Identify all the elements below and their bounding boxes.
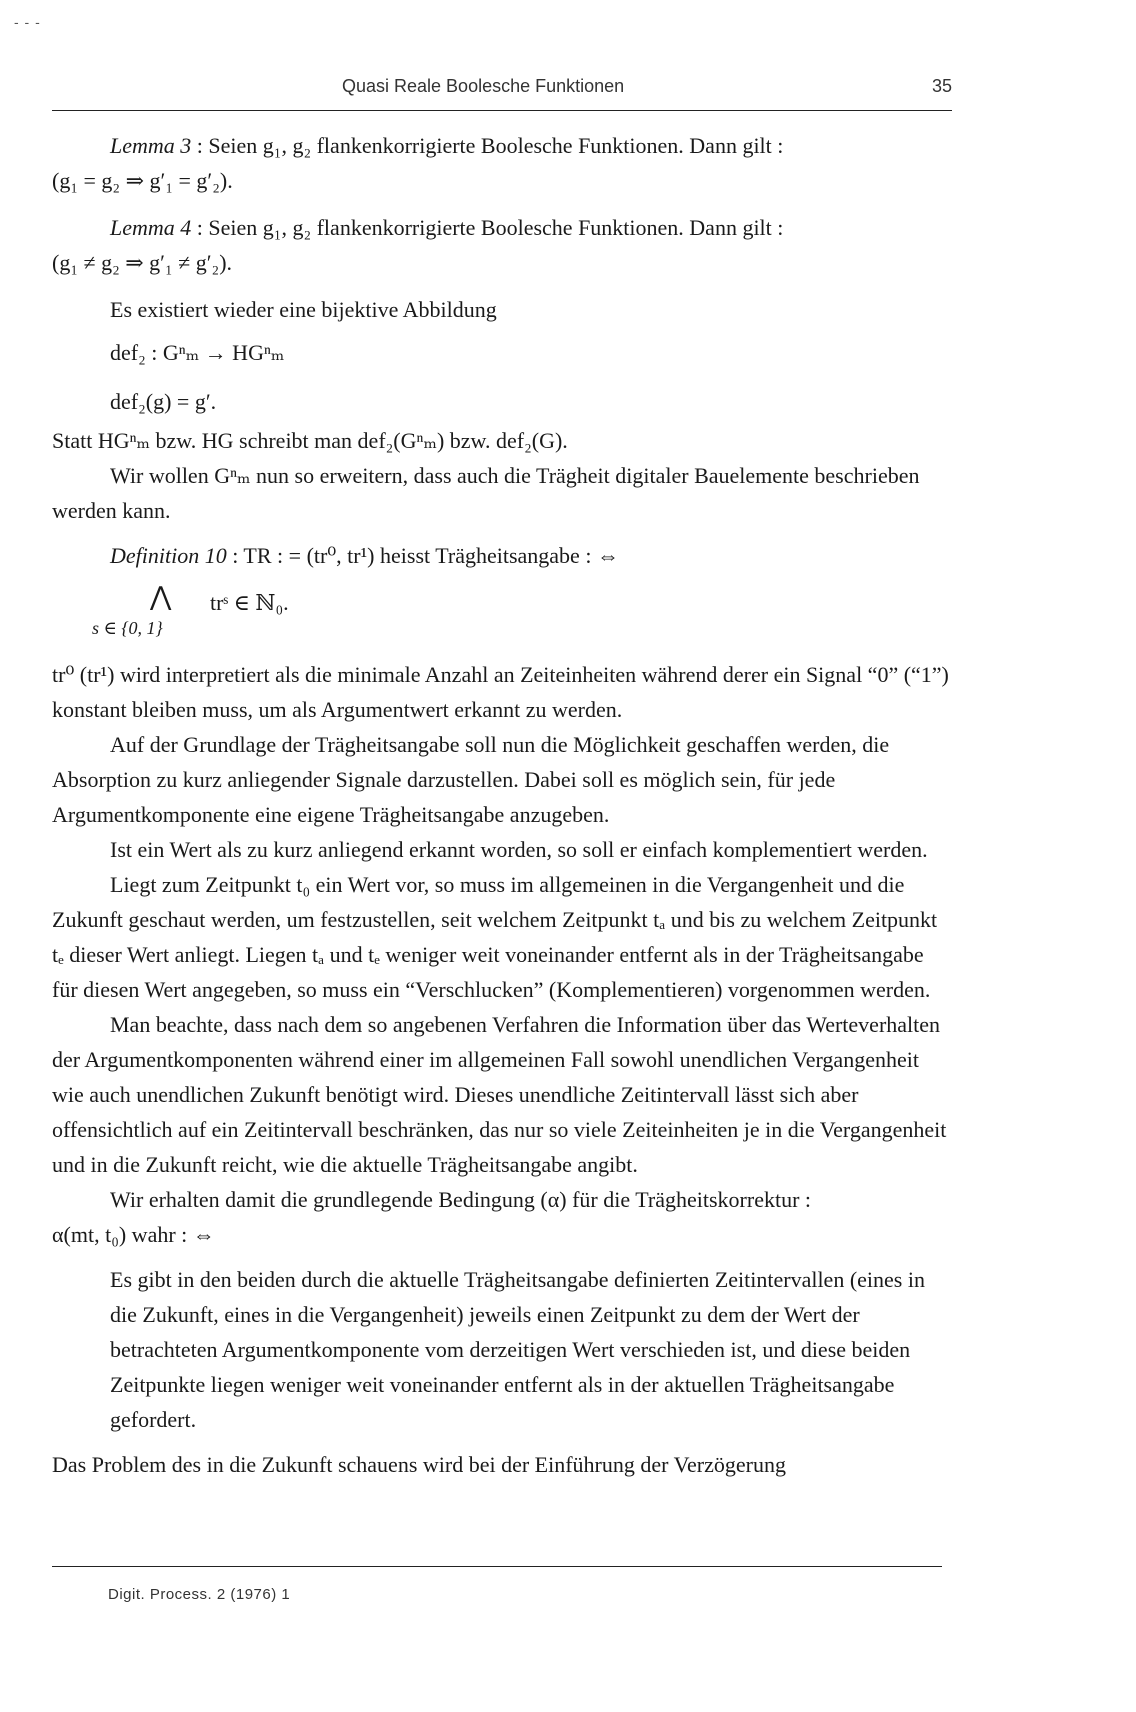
paragraph-wir: Wir wollen Gⁿₘ nun so erweitern, dass auch die Trägheit digitaler Bauelemente beschrieben werden kann.	[52, 463, 920, 523]
lemma-4-text: : Seien g₁, g₂ flankenkorrigierte Boolesche Funktionen. Dann gilt :	[191, 215, 784, 240]
bijection-intro: Es existiert wieder eine bijektive Abbildung	[110, 297, 497, 322]
quantifier-expression: trˢ ∈ ℕ₀.	[210, 590, 289, 615]
paragraph-tr: tr⁰ (tr¹) wird interpretiert als die minimale Anzahl an Zeiteinheiten während derer ein Signal “0” (“1”) konstant bleiben muss, um als Argumentwert erkannt zu werden.	[52, 662, 949, 722]
alpha-line: α(mt, t₀) wahr : ⇔	[52, 1222, 215, 1247]
paragraph-bedingung: Wir erhalten damit die grundlegende Bedingung (α) für die Trägheitskorrektur :	[110, 1187, 812, 1212]
running-title: Quasi Reale Boolesche Funktionen	[342, 76, 625, 96]
footer-rule	[52, 1566, 942, 1567]
journal-footer: Digit. Process. 2 (1976) 1	[108, 1586, 291, 1603]
lemma-3-text: : Seien g₁, g₂ flankenkorrigierte Boolesche Funktionen. Dann gilt :	[191, 133, 784, 158]
running-header	[52, 76, 952, 106]
lemma-3	[52, 128, 952, 163]
lemma-4-formula: (g₁ ≠ g₂ ⇒ g′₁ ≠ g′₂).	[52, 250, 233, 275]
quantifier-formula	[52, 579, 952, 651]
paragraph-beachte: Man beachte, dass nach dem so angebenen Verfahren die Information über das Werteverhalten der Argumentkomponenten während einer im allgemeinen Fall sowohl unendlichen Vergangenheit wie auch unendlichen Zukunft benötigt wird. Dieses unendliche Zeitintervall lässt sich aber offensichtlich auf ein Zeitintervall beschränken, das nur so viele Zeiteinheiten je in die Vergangenheit und in die Zukunft reicht, wie die aktuelle Trägheitsangabe angibt.	[52, 1012, 947, 1177]
paragraph-kurz: Ist ein Wert als zu kurz anliegend erkannt worden, so soll er einfach komplementiert werden.	[110, 837, 928, 862]
condition-block: Es gibt in den beiden durch die aktuelle Trägheitsangabe definierten Zeitintervallen (eines in die Zukunft, eines in die Vergangenheit) jeweils einen Zeitpunkt zu dem der Wert der betrachteten Argumentkomponente vom derzeitigen Wert verschieden ist, und diese beiden Zeitpunkte liegen weniger weit voneinander entfernt als in der aktuellen Trägheitsangabe gefordert.	[110, 1267, 925, 1432]
definition-10-label: Definition 10	[110, 543, 227, 568]
paragraph-grundlage: Auf der Grundlage der Trägheitsangabe soll nun die Möglichkeit geschaffen werden, die Absorption zu kurz anliegender Signale darzustellen. Dabei soll es möglich sein, für jede Argumentkomponente eine eigene Trägheitsangabe anzugeben.	[52, 732, 890, 827]
lemma-4-label: Lemma 4	[110, 215, 192, 240]
lemma-3-label: Lemma 3	[110, 133, 192, 158]
lemma-4	[52, 210, 952, 245]
bijection-def: def₂(g) = g′.	[110, 389, 217, 414]
body-text	[52, 128, 952, 1482]
bijection-map: def₂ : Gⁿₘ → HGⁿₘ	[110, 340, 285, 365]
quantifier-symbol: ⋀	[150, 582, 172, 611]
page-number: 35	[931, 76, 952, 96]
header-rule	[52, 110, 952, 111]
quantifier-subscript: s ∈ {0, 1}	[92, 618, 163, 638]
paragraph-statt: Statt HGⁿₘ bzw. HG schreibt man def₂(Gⁿₘ) bzw. def₂(G).	[52, 428, 568, 453]
corner-mark: - - -	[14, 14, 41, 30]
definition-10-text: : TR : = (tr⁰, tr¹) heisst Trägheitsangabe : ⇔	[226, 543, 619, 568]
paragraph-zeitpunkt: Liegt zum Zeitpunkt t₀ ein Wert vor, so muss im allgemeinen in die Vergangenheit und die Zukunft geschaut werden, um festzustellen, seit welchem Zeitpunkt tₐ und bis zu welchem Zeitpunkt tₑ dieser Wert anliegt. Liegen tₐ und tₑ weniger weit voneinander entfernt als in der Trägheitsangabe für diesen Wert angegeben, so muss ein “Verschlucken” (Komplementieren) vorgenommen werden.	[52, 872, 938, 1002]
lemma-3-formula: (g₁ = g₂ ⇒ g′₁ = g′₂).	[52, 168, 233, 193]
last-line: Das Problem des in die Zukunft schauens wird bei der Einführung der Verzögerung	[52, 1452, 786, 1477]
definition-10	[52, 538, 952, 573]
